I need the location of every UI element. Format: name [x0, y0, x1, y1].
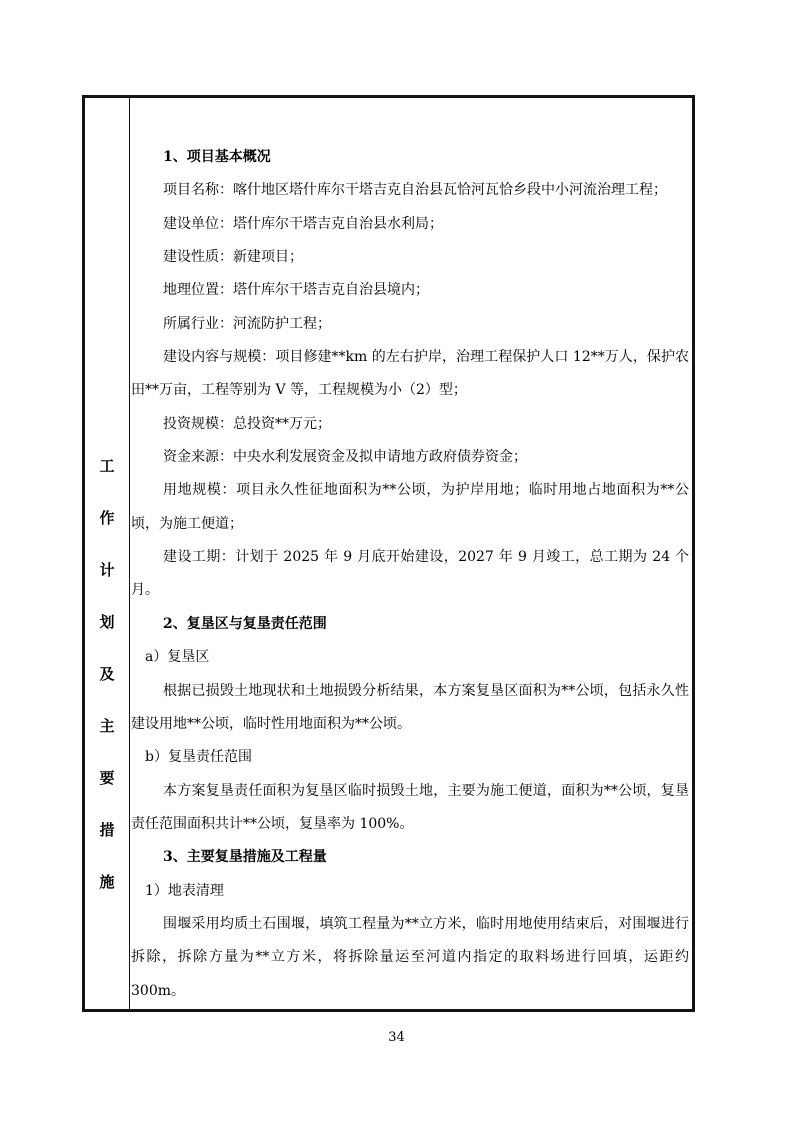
row-header-char: 作 [99, 509, 115, 527]
row-header-char: 施 [99, 873, 115, 891]
table-content-cell [130, 98, 692, 1009]
paragraph: 本方案复垦责任面积为复垦区临时损毁土地，主要为施工便道，面积为**公顷，复垦责任范围面积共计**公顷，复垦率为 100%。 [131, 782, 689, 832]
sub-item: a）复垦区 [145, 649, 210, 666]
section-heading: 2、复垦区与复垦责任范围 [163, 615, 327, 632]
paragraph: 地理位置：塔什库尔干塔吉克自治县境内； [163, 282, 429, 299]
row-header-label [85, 440, 129, 908]
row-header-cell [85, 98, 130, 1009]
paragraph: 根据已损毁土地现状和土地损毁分析结果，本方案复垦区面积为**公顷，包括永久性建设用地**公顷，临时性用地面积为**公顷。 [131, 682, 689, 732]
sub-item: b）复垦责任范围 [145, 749, 252, 766]
row-header-char: 主 [99, 717, 115, 735]
paragraph: 投资规模：总投资**万元； [163, 415, 331, 432]
paragraph: 建设内容与规模：项目修建**km 的左右护岸，治理工程保护人口 12**万人，保护农田**万亩，工程等别为 V 等，工程规模为小（2）型； [131, 349, 689, 399]
page-number: 34 [388, 1030, 405, 1045]
paragraph: 所属行业：河流防护工程； [163, 315, 331, 332]
row-header-char: 及 [99, 665, 115, 683]
paragraph: 围堰采用均质土石围堰，填筑工程量为**立方米，临时用地使用结束后，对围堰进行拆除，拆除方量为**立方米，将拆除量运至河道内指定的取料场进行回填，运距约 300m。 [131, 915, 689, 999]
paragraph: 用地规模：项目永久性征地面积为**公顷，为护岸用地；临时用地占地面积为**公顷，为施工便道； [131, 482, 689, 532]
work-plan-table [82, 95, 695, 1012]
paragraph: 建设工期：计划于 2025 年 9 月底开始建设，2027 年 9 月竣工，总工期为 24 个月。 [131, 549, 689, 599]
paragraph: 建设单位：塔什库尔干塔吉克自治县水利局； [163, 215, 443, 232]
row-header-char: 划 [99, 613, 115, 631]
section-heading: 1、项目基本概况 [163, 149, 271, 165]
paragraph: 资金来源：中央水利发展资金及拟申请地方政府债券资金； [163, 449, 527, 466]
paragraph: 建设性质：新建项目； [163, 249, 303, 266]
row-header-char: 要 [99, 769, 115, 787]
paragraph: 项目名称：喀什地区塔什库尔干塔吉克自治县瓦恰河瓦恰乡段中小河流治理工程； [163, 182, 667, 199]
section-heading: 3、主要复垦措施及工程量 [163, 849, 327, 866]
row-header-char: 计 [99, 561, 115, 579]
sub-item: 1）地表清理 [145, 882, 224, 899]
row-header-char: 工 [99, 457, 115, 475]
row-header-char: 措 [99, 821, 115, 839]
